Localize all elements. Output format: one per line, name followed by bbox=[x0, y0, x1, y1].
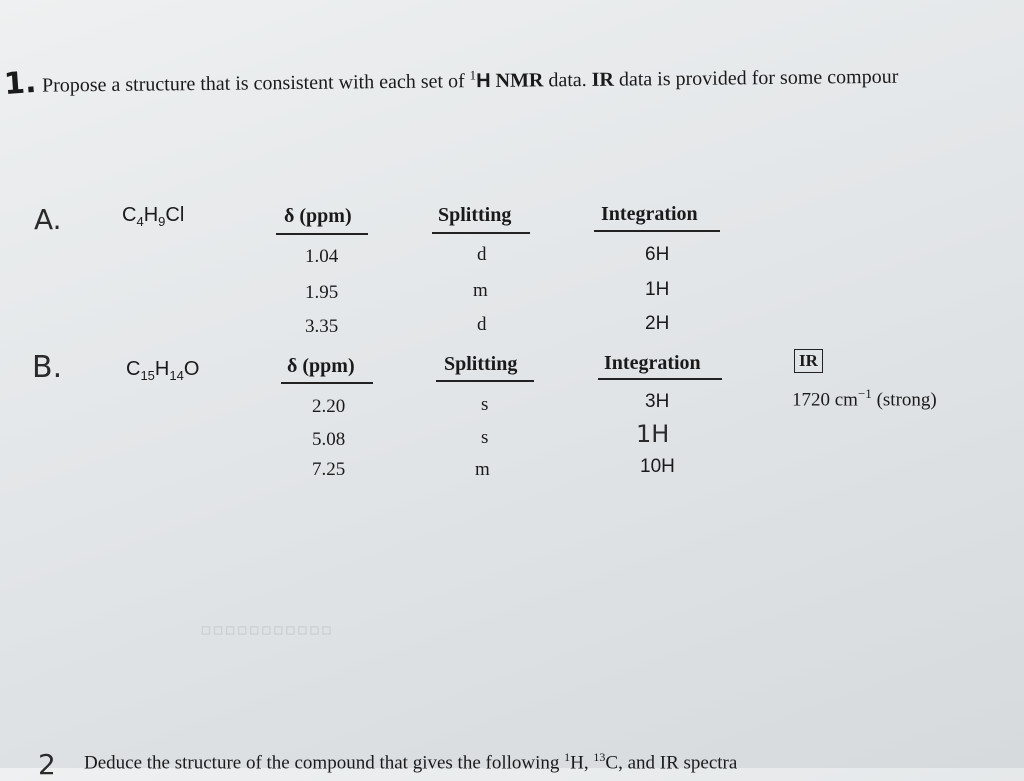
question-text-mid: data. bbox=[543, 68, 592, 92]
next-question-sup2: 13 bbox=[593, 750, 606, 764]
part-a-shift-underline bbox=[276, 233, 368, 235]
part-b-row-1-splitting: s bbox=[481, 394, 489, 415]
part-a-formula-h-n: 9 bbox=[158, 214, 166, 229]
reverse-side-ghost-print: ▫▫▫▫▫▫▫▫▫▫▫ bbox=[200, 612, 333, 649]
part-a-formula bbox=[122, 204, 184, 229]
question-text bbox=[42, 63, 899, 98]
question-h: H bbox=[476, 69, 491, 93]
part-b-formula-c-n: 15 bbox=[140, 368, 155, 383]
part-b-integration-header: Integration bbox=[604, 352, 701, 374]
part-b-shift-underline bbox=[281, 382, 373, 384]
part-a-integration-underline bbox=[594, 230, 720, 232]
question-ir: IR bbox=[591, 68, 615, 91]
part-b-row-3-integration: 10H bbox=[640, 456, 675, 477]
part-b-shift-header: δ (ppm) bbox=[287, 355, 355, 377]
question-text-before: Propose a structure that is consistent with each set of bbox=[41, 70, 470, 97]
part-b-ir-value-suffix: (strong) bbox=[871, 389, 937, 411]
part-b-row-1-integration: 3H bbox=[645, 391, 670, 412]
question-sup: 1 bbox=[469, 67, 477, 83]
part-b-splitting-header: Splitting bbox=[444, 353, 518, 375]
part-a-integration-header: Integration bbox=[601, 203, 698, 225]
part-b-ir-label: IR bbox=[794, 349, 823, 373]
part-b-formula-rest: O bbox=[183, 358, 200, 380]
next-question-c: C, and IR spectra bbox=[605, 752, 738, 774]
part-a-label: A. bbox=[34, 203, 62, 236]
part-b-splitting-underline bbox=[436, 380, 534, 382]
part-a-formula-rest: Cl bbox=[165, 204, 185, 226]
part-b-row-2-integration: 1H bbox=[636, 420, 670, 448]
part-b-row-2-splitting: s bbox=[481, 427, 489, 448]
part-b-row-2-shift: 5.08 bbox=[312, 429, 346, 450]
next-question-sup1: 1 bbox=[564, 750, 571, 764]
part-b-ir-value-prefix: 1720 cm bbox=[792, 389, 858, 411]
part-b-row-3-shift: 7.25 bbox=[312, 459, 346, 480]
question-text-after: data is provided for some compour bbox=[613, 65, 899, 91]
part-a-formula-h: H bbox=[143, 204, 159, 226]
part-b-formula-c: C bbox=[126, 358, 141, 380]
part-a-row-1-shift: 1.04 bbox=[305, 246, 339, 267]
part-b-formula bbox=[126, 358, 199, 383]
part-a-row-2-splitting: m bbox=[473, 280, 488, 301]
part-b-ir-value bbox=[792, 386, 937, 411]
part-a-row-3-integration: 2H bbox=[645, 313, 670, 334]
part-b-integration-underline bbox=[598, 378, 722, 380]
part-b-row-3-splitting: m bbox=[475, 459, 490, 480]
question-nmr: NMR bbox=[495, 69, 544, 92]
part-a-row-3-shift: 3.35 bbox=[305, 316, 339, 337]
next-question-text bbox=[84, 750, 737, 774]
part-b-row-1-shift: 2.20 bbox=[312, 396, 346, 417]
part-a-row-3-splitting: d bbox=[477, 314, 487, 335]
part-a-formula-c-n: 4 bbox=[136, 214, 144, 229]
part-a-row-1-splitting: d bbox=[477, 244, 487, 265]
part-b-formula-h-n: 14 bbox=[169, 368, 184, 383]
part-a-shift-header: δ (ppm) bbox=[284, 205, 352, 227]
part-a-row-2-integration: 1H bbox=[645, 279, 670, 300]
next-question-text-main: Deduce the structure of the compound that gives the following bbox=[84, 752, 565, 774]
part-a-formula-c: C bbox=[122, 204, 137, 226]
part-b-formula-h: H bbox=[154, 358, 170, 380]
part-a-row-2-shift: 1.95 bbox=[305, 282, 339, 303]
next-question-number: 2 bbox=[38, 748, 56, 781]
part-b-label: B. bbox=[32, 350, 63, 385]
part-a-splitting-header: Splitting bbox=[438, 204, 512, 226]
part-a-splitting-underline bbox=[432, 232, 530, 234]
question-number: 1. bbox=[2, 64, 38, 103]
next-question-h: H, bbox=[570, 752, 594, 774]
part-a-row-1-integration: 6H bbox=[645, 244, 670, 265]
part-b-ir-value-sup: −1 bbox=[857, 386, 872, 401]
